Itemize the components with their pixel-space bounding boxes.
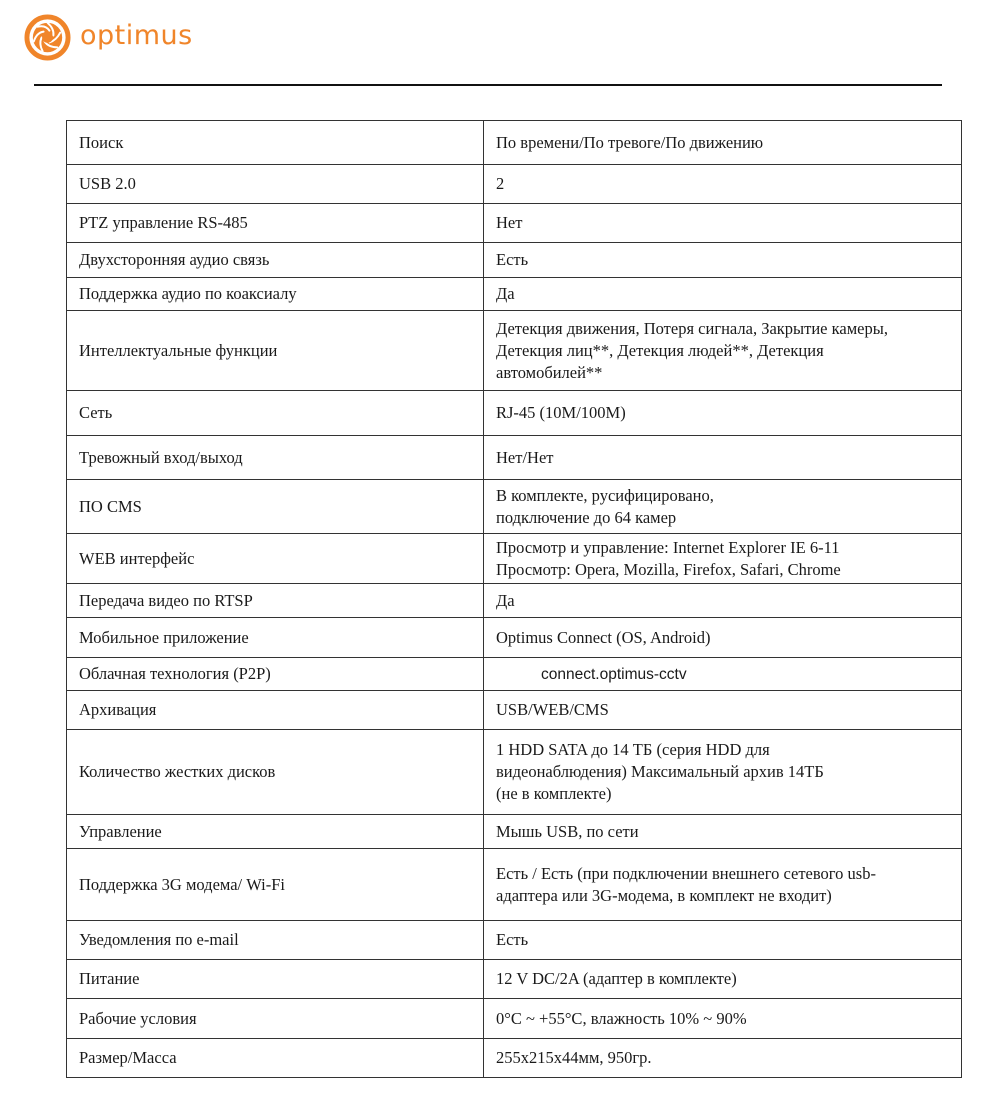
header-divider (34, 84, 942, 86)
spec-label: USB 2.0 (67, 165, 484, 204)
table-row (67, 436, 962, 480)
spec-value: 0°C ~ +55°C, влажность 10% ~ 90% (484, 999, 962, 1039)
spec-label: Уведомления по e-mail (67, 921, 484, 960)
table-row (67, 921, 962, 960)
spec-value: Есть (484, 921, 962, 960)
spec-label: ПО CMS (67, 480, 484, 534)
spec-label: Облачная технология (P2P) (67, 658, 484, 691)
spec-label: Поддержка аудио по коаксиалу (67, 278, 484, 311)
spec-label: Количество жестких дисков (67, 730, 484, 815)
spec-value: Нет (484, 204, 962, 243)
spec-value-cell (484, 658, 962, 691)
spec-value: Есть / Есть (при подключении внешнего сетевого usb- адаптера или 3G-модема, в комплект не входит) (484, 849, 962, 921)
spec-value: Нет/Нет (484, 436, 962, 480)
spec-label: Мобильное приложение (67, 618, 484, 658)
spec-value: 12 V DC/2A (адаптер в комплекте) (484, 960, 962, 999)
spec-label: Передача видео по RTSP (67, 584, 484, 618)
spec-label: Поиск (67, 121, 484, 165)
table-row (67, 204, 962, 243)
spec-label: Управление (67, 815, 484, 849)
table-row (67, 618, 962, 658)
spec-label: Интеллектуальные функции (67, 311, 484, 391)
spec-label: Питание (67, 960, 484, 999)
spec-label: Тревожный вход/выход (67, 436, 484, 480)
spec-label: Поддержка 3G модема/ Wi-Fi (67, 849, 484, 921)
table-row (67, 584, 962, 618)
spec-value: Есть (484, 243, 962, 278)
table-row (67, 165, 962, 204)
spec-label: Сеть (67, 391, 484, 436)
spec-value: Мышь USB, по сети (484, 815, 962, 849)
spec-label: Размер/Масса (67, 1039, 484, 1078)
spec-value: Просмотр и управление: Internet Explorer IE 6-11 Просмотр: Opera, Mozilla, Firefox, Safari, Chrome (484, 534, 962, 584)
spec-value: По времени/По тревоге/По движению (484, 121, 962, 165)
brand-logo (24, 14, 193, 60)
table-row (67, 311, 962, 391)
table-row (67, 278, 962, 311)
spec-value: 2 (484, 165, 962, 204)
spec-value: Да (484, 584, 962, 618)
spec-value: 255x215x44мм, 950гр. (484, 1039, 962, 1078)
table-row (67, 999, 962, 1039)
spec-value: RJ-45 (10M/100M) (484, 391, 962, 436)
spec-value: connect.optimus-cctv (541, 665, 687, 683)
table-row (67, 480, 962, 534)
spec-value: USB/WEB/CMS (484, 691, 962, 730)
spec-value: 1 HDD SATA до 14 ТБ (серия HDD для видеонаблюдения) Максимальный архив 14ТБ (не в комплекте) (484, 730, 962, 815)
table-row (67, 1039, 962, 1078)
spec-label: WEB интерфейс (67, 534, 484, 584)
table-row (67, 815, 962, 849)
table-row (67, 121, 962, 165)
spec-value: Optimus Connect (OS, Android) (484, 618, 962, 658)
spec-label: Двухсторонняя аудио связь (67, 243, 484, 278)
table-row (67, 960, 962, 999)
spec-value: В комплекте, русифицировано, подключение до 64 камер (484, 480, 962, 534)
spec-value: Детекция движения, Потеря сигнала, Закрытие камеры, Детекция лиц**, Детекция людей**, Детекция автомобилей** (484, 311, 962, 391)
table-row (67, 730, 962, 815)
spec-label: Архивация (67, 691, 484, 730)
spec-label: Рабочие условия (67, 999, 484, 1039)
table-row (67, 534, 962, 584)
spec-table (66, 120, 962, 1078)
spec-value: Да (484, 278, 962, 311)
brand-name: optimus (80, 19, 193, 51)
aperture-shutter-icon (24, 14, 71, 61)
table-row (67, 243, 962, 278)
table-row (67, 391, 962, 436)
table-row (67, 658, 962, 691)
spec-label: PTZ управление RS-485 (67, 204, 484, 243)
table-row (67, 691, 962, 730)
table-row (67, 849, 962, 921)
